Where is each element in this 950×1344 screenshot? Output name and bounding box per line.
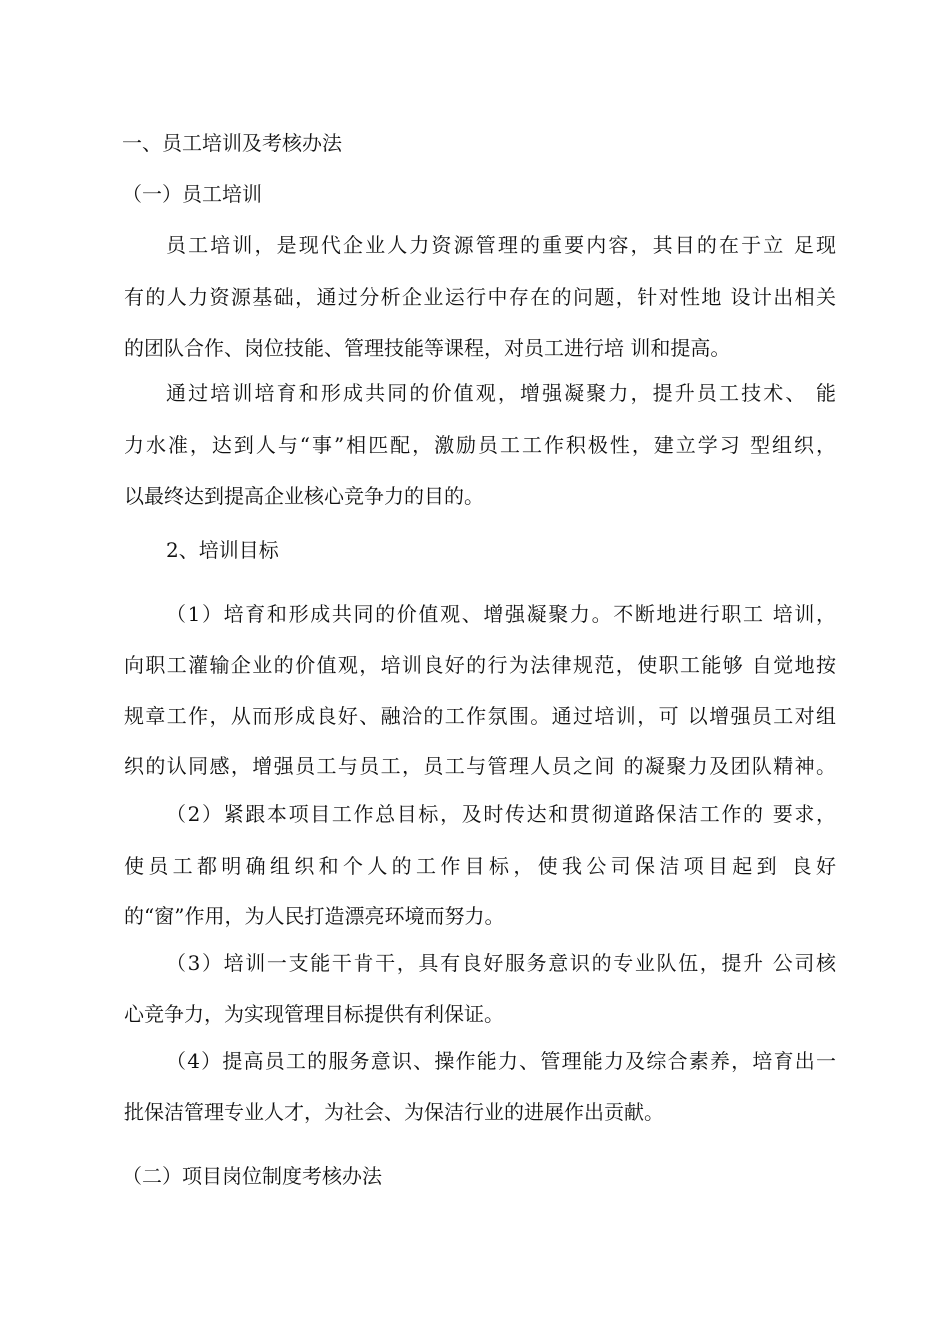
text-line: 力水准，达到人与“事”相匹配，激励员工工作积极性，建立学习 型组织， — [124, 433, 836, 457]
text-line: 规章工作，从而形成良好、融洽的工作氛围。通过培训，可 以增强员工对组 — [124, 704, 836, 728]
text-line: 有的人力资源基础，通过分析企业运行中存在的问题，针对性地 设计出相关 — [124, 285, 836, 309]
text-line: 通过培训培育和形成共同的价值观，增强凝聚力，提升员工技术、 能 — [166, 381, 836, 405]
text-line: （2）紧跟本项目工作总目标，及时传达和贯彻道路保洁工作的 要求， — [166, 802, 836, 826]
heading-training-goals: 2、培训目标 — [166, 538, 279, 562]
text-line: （3）培训一支能干肯干，具有良好服务意识的专业队伍，提升 公司核 — [166, 951, 836, 975]
text-line: 心竞争力，为实现管理目标提供有利保证。 — [124, 1002, 504, 1026]
text-line: （1）培育和形成共同的价值观、增强凝聚力。不断地进行职工 培训， — [166, 602, 836, 626]
text-line: 使员工都明确组织和个人的工作目标，使我公司保洁项目起到 良好 — [124, 854, 836, 878]
text-line: 的“窗”作用，为人民打造漂亮环境而努力。 — [124, 904, 505, 928]
text-line: 织的认同感，增强员工与员工，员工与管理人员之间 的凝聚力及团队精神。 — [124, 754, 836, 778]
section-heading: 一、员工培训及考核办法 — [122, 131, 342, 155]
text-line: 以最终达到提高企业核心竞争力的目的。 — [124, 484, 484, 508]
text-line: 向职工灌输企业的价值观，培训良好的行为法律规范，使职工能够 自觉地按 — [124, 653, 836, 677]
text-line: 员工培训，是现代企业人力资源管理的重要内容，其目的在于立 足现 — [166, 233, 836, 257]
text-line: （4）提高员工的服务意识、操作能力、管理能力及综合素养，培育出一 — [166, 1049, 836, 1073]
text-line: 的团队合作、岗位技能、管理技能等课程，对员工进行培 训和提高。 — [124, 336, 731, 360]
text-line: 批保洁管理专业人才，为社会、为保洁行业的进展作出贡献。 — [124, 1100, 664, 1124]
subsection-heading-training: （一）员工培训 — [122, 182, 262, 206]
subsection-heading-assessment: （二）项目岗位制度考核办法 — [122, 1164, 382, 1188]
